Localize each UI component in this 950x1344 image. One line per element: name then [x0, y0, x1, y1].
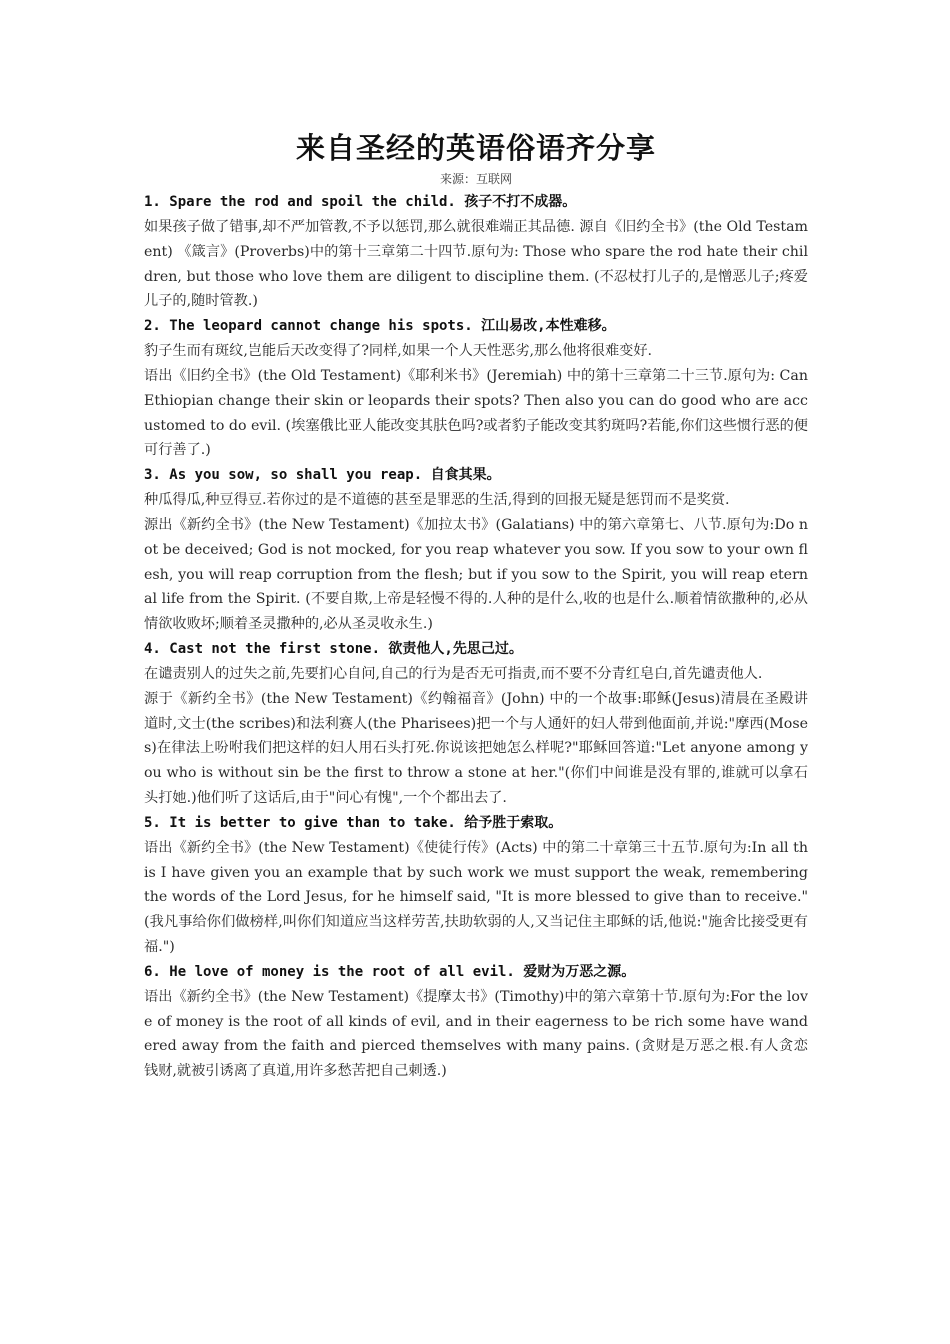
entry-paragraph: 语出《新约全书》(the New Testament)《提摩太书》(Timothy)中的第六章第十节.原句为:For the love of money is the root of all kinds of evil, and in their eagerness to be rich some have wandered away from the faith and pierced themselves with many pains. (贪财是万恶之根.有人贪恋钱财,就被引诱离了真道,用许多愁苦把自己刺透.) — [144, 988, 808, 1080]
document-page — [144, 128, 808, 1084]
entry-paragraph: 如果孩子做了错事,却不严加管教,不予以惩罚,那么就很难端正其品德. 源自《旧约全书》(the Old Testament) 《箴言》(Proverbs)中的第十三章第二十四节.原句为: Those who spare the rod hate their children, but those who love them are diligent to discipline them. (不忍杖打儿子的,是憎恶儿子;疼爱儿子的,随时管教.) — [144, 219, 808, 310]
entry-6 — [144, 960, 808, 1084]
entry-paragraph: 语出《新约全书》(the New Testament)《使徒行传》(Acts) 中的第二十章第三十五节.原句为:In all this I have given you an example that by such work we must support the weak, remembering the words of the Lord Jesus, for he himself said, "It is more blessed to give than to receive."(我凡事给你们做榜样,叫你们知道应当这样劳苦,扶助软弱的人,又当记住主耶稣的话,他说:"施舍比接受更有福.") — [144, 839, 808, 955]
entry-5 — [144, 811, 808, 960]
document-title: 来自圣经的英语俗语齐分享 — [295, 131, 656, 165]
source-line: 来源：互联网 — [439, 172, 512, 186]
entry-paragraph: 源于《新约全书》(the New Testament)《约翰福音》(John) 中的一个故事:耶稣(Jesus)清晨在圣殿讲道时,文士(the scribes)和法利赛人(the Pharisees)把一个与人通奸的妇人带到他面前,并说:"摩西(Moses)在律法上吩咐我们把这样的妇人用石头打死.你说该把她怎么样呢?"耶稣回答道:"Let anyone among you who is without sin be the first to throw a stone at her."(你们中间谁是没有罪的,谁就可以拿石头打她.)他们听了这话后,由于"问心有愧",一个个都出去了. — [144, 690, 808, 806]
entry-3 — [144, 463, 808, 637]
entry-paragraph: 种瓜得瓜,种豆得豆.若你过的是不道德的甚至是罪恶的生活,得到的回报无疑是惩罚而不是奖赏. — [144, 492, 730, 509]
entry-heading: 3. As you sow, so shall you reap. 自食其果。 — [144, 467, 501, 484]
entry-4 — [144, 637, 808, 811]
entry-2 — [144, 314, 808, 463]
entry-paragraph: 豹子生而有斑纹,岂能后天改变得了?同样,如果一个人天性恶劣,那么他将很难变好. — [144, 343, 653, 360]
entry-1 — [144, 190, 808, 314]
entry-paragraph: 语出《旧约全书》(the Old Testament)《耶利米书》(Jeremiah) 中的第十三章第二十三节.原句为: Can Ethiopian change their skin or leopards their spots? Then also you can do good who are accustomed to do evil. (埃塞俄比亚人能改变其肤色吗?或者豹子能改变其豹斑吗?若能,你们这些惯行恶的便可行善了.) — [144, 367, 808, 459]
entry-paragraph: 源出《新约全书》(the New Testament)《加拉太书》(Galatians) 中的第六章第七、八节.原句为:Do not be deceived; God is not mocked, for you reap whatever you sow. If you sow to your own flesh, you will reap corruption from the flesh; but if you sow to the Spirit, you will reap eternal life from the Spirit. (不要自欺,上帝是轻慢不得的.人种的是什么,收的也是什么.顺着情欲撒种的,必从情欲收败坏;顺着圣灵撒种的,必从圣灵收永生.) — [144, 516, 808, 633]
entry-heading: 2. The leopard cannot change his spots. 江山易改,本性难移。 — [144, 318, 616, 335]
entry-heading: 4. Cast not the first stone. 欲责他人,先思己过。 — [144, 640, 523, 657]
entry-heading: 5. It is better to give than to take. 给予胜于索取。 — [144, 814, 563, 831]
entry-paragraph: 在谴责别人的过失之前,先要扪心自问,自己的行为是否无可指责,而不要不分青红皂白,首先谴责他人. — [144, 665, 763, 682]
entry-heading: 6. He love of money is the root of all evil. 爱财为万恶之源。 — [144, 963, 636, 980]
entry-heading: 1. Spare the rod and spoil the child. 孩子不打不成器。 — [144, 194, 577, 210]
